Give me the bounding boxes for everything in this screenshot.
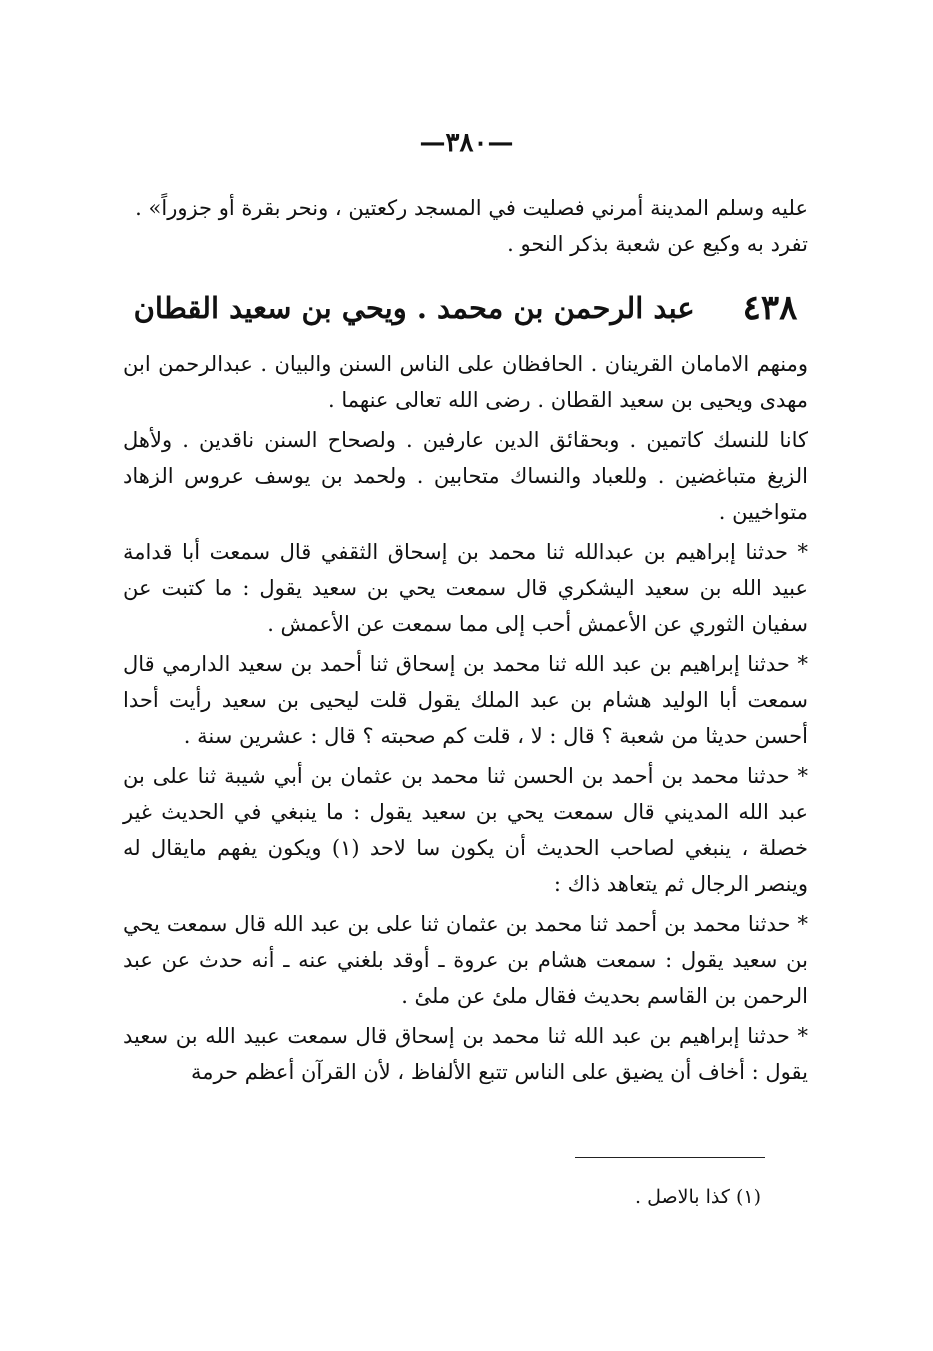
intro-line: عليه وسلم المدينة أمرني فصليت في المسجد ركعتين ، ونحر بقرة أو جزوراً» . <box>135 196 808 220</box>
entry-title: عبد الرحمن بن محمد . ويحي بن سعيد القطان <box>133 291 695 325</box>
body-text <box>123 346 808 1090</box>
paragraph: ومنهم الامامان القرينان . الحافظان على الناس السنن والبيان . عبدالرحمن ابن مهدى ويحيى بن سعيد القطان . رضى الله تعالى عنهما . <box>123 352 808 412</box>
footnote: (١) كذا بالاصل . <box>635 1186 761 1208</box>
entry-number: ٤٣٨ <box>742 288 798 328</box>
footnote-divider <box>575 1157 765 1158</box>
entry-heading <box>123 280 808 336</box>
page-number: —٣٨٠— <box>419 128 514 158</box>
paragraph: * حدثنا إبراهيم بن عبد الله ثنا محمد بن إسحاق قال سمعت عبيد الله بن سعيد يقول : أخاف أن يضيق على الناس تتبع الألفاظ ، لأن القرآن أعظم حرمة <box>123 1024 808 1084</box>
paragraph: * حدثنا إبراهيم بن عبدالله ثنا محمد بن إسحاق الثقفي قال سمعت أبا قدامة عبيد الله بن سعيد اليشكري قال سمعت يحي بن سعيد يقول : ما كتبت عن سفيان الثوري عن الأعمش أحب إلى مما سمعت عن الأعمش . <box>123 540 808 636</box>
paragraph: * حدثنا محمد بن أحمد ثنا محمد بن عثمان ثنا على بن عبد الله قال سمعت يحي بن سعيد يقول : سمعت هشام بن عروة ـ أوقد بلغني عنه ـ أنه حدث عن عبد الرحمن بن القاسم بحديث فقال ملئ عن ملئ . <box>123 912 808 1008</box>
paragraph: * حدثنا إبراهيم بن عبد الله ثنا محمد بن إسحاق ثنا أحمد بن سعيد الدارمي قال سمعت أبا الوليد هشام بن عبد الملك يقول قلت ليحيى بن سعيد رأيت أحدا أحسن حديثا من شعبة ؟ قال : لا ، قلت كم صحبته ؟ قال : عشرين سنة . <box>123 652 808 748</box>
intro-line: تفرد به وكيع عن شعبة بذكر النحو . <box>507 232 808 256</box>
paragraph: * حدثنا محمد بن أحمد بن الحسن ثنا محمد بن عثمان بن أبي شيبة ثنا على بن عبد الله المديني قال سمعت يحي بن سعيد يقول : ما ينبغي في الحديث غير خصلة ، ينبغي لصاحب الحديث أن يكون سا لاحد (١) ويكون يفهم مايقال له وينصر الرجال ثم يتعاهد ذاك : <box>123 764 808 896</box>
paragraph: كانا للنسك كاتمين . وبحقائق الدين عارفين . ولصحاح السنن ناقدين . ولأهل الزيغ متباغضين . وللعباد والنساك متحابين . ولحمد بن يوسف عروس الزهاد متواخيين . <box>123 428 808 524</box>
intro-text <box>123 190 808 262</box>
